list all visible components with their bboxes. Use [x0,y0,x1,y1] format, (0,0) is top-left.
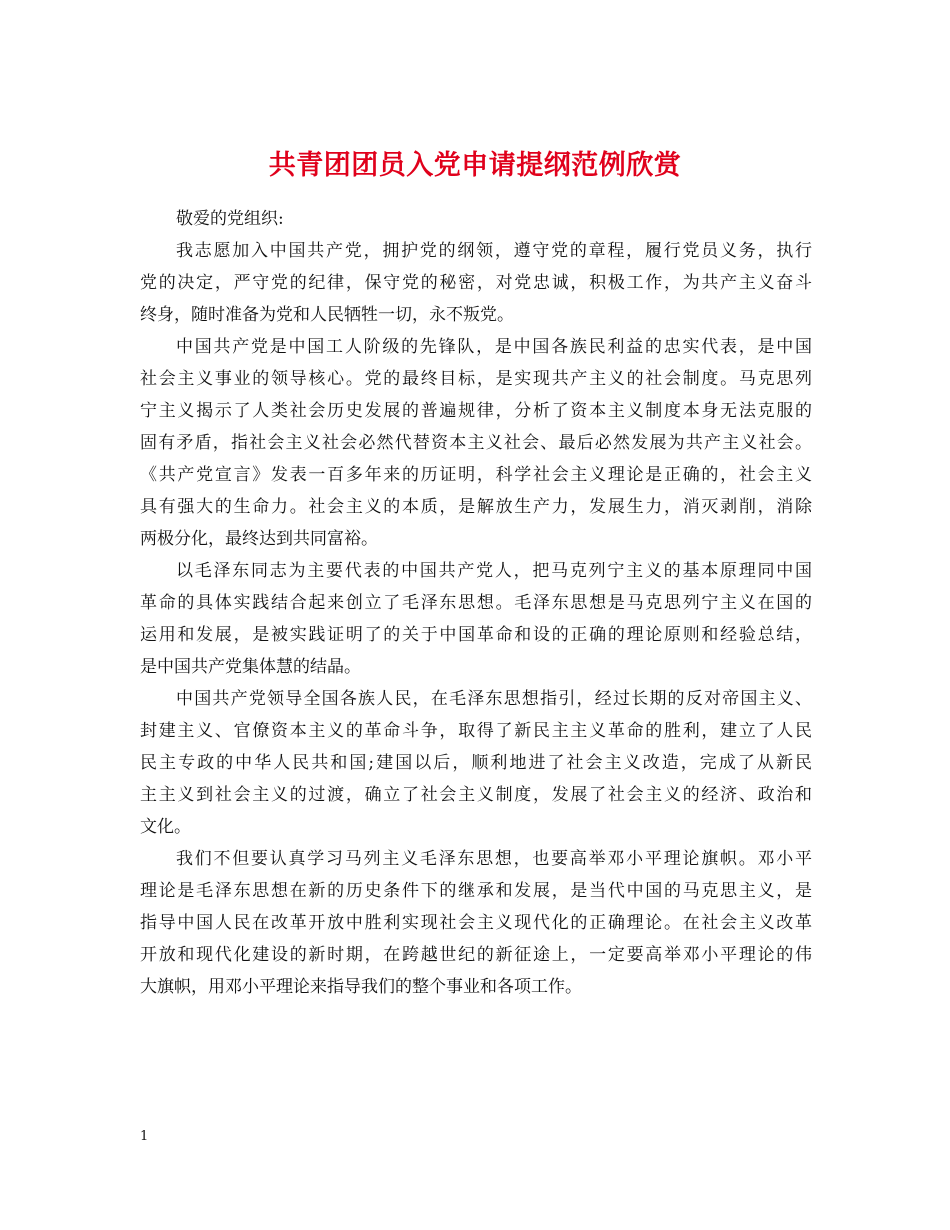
paragraph-line: 指导中国人民在改革开放中胜利实现社会主义现代化的正确理论。在社会主义改革 [140,913,812,933]
paragraph-line: 文化。 [140,817,191,837]
paragraph-line: 主主义到社会主义的过渡，确立了社会主义制度，发展了社会主义的经济、政治和 [140,785,812,805]
paragraph-line: 运用和发展，是被实践证明了的关于中国革命和设的正确的理论原则和经验总结， [140,625,812,645]
paragraph-line: 封建主义、官僚资本主义的革命斗争，取得了新民主主义革命的胜利，建立了人民 [140,721,812,741]
paragraph-line: 《共产党宣言》发表一百多年来的历证明，科学社会主义理论是正确的，社会主义 [140,465,812,485]
paragraph-line: 我志愿加入中国共产党，拥护党的纲领，遵守党的章程，履行党员义务，执行 [176,241,812,261]
paragraph [140,331,812,555]
paragraph-line: 理论是毛泽东思想在新的历史条件下的继承和发展，是当代中国的马克思主义，是 [140,881,812,901]
paragraph [140,235,812,331]
document-body [140,203,812,1003]
paragraph-line: 党的决定，严守党的纪律，保守党的秘密，对党忠诚，积极工作，为共产主义奋斗 [140,273,812,293]
greeting: 敬爱的党组织: [176,209,284,229]
paragraph-line: 中国共产党领导全国各族人民，在毛泽东思想指引，经过长期的反对帝国主义、 [176,689,812,709]
paragraph [140,683,812,843]
paragraph-line: 以毛泽东同志为主要代表的中国共产党人，把马克列宁主义的基本原理同中国 [176,561,812,581]
page-number: 1 [140,1129,149,1144]
paragraph-line: 是中国共产党集体慧的结晶。 [140,657,361,677]
paragraph-line: 我们不但要认真学习马列主义毛泽东思想，也要高举邓小平理论旗帜。邓小平 [176,849,812,869]
paragraph-list [140,235,812,1003]
paragraph-line: 开放和现代化建设的新时期，在跨越世纪的新征途上，一定要高举邓小平理论的伟 [140,945,812,965]
paragraph-line: 中国共产党是中国工人阶级的先锋队，是中国各族民利益的忠实代表，是中国 [176,337,812,357]
paragraph-line: 革命的具体实践结合起来创立了毛泽东思想。毛泽东思想是马克思列宁主义在国的 [140,593,812,613]
paragraph-line: 具有强大的生命力。社会主义的本质，是解放生产力，发展生力，消灭剥削，消除 [140,497,812,517]
paragraph-line: 固有矛盾，指社会主义社会必然代替资本主义社会、最后必然发展为共产主义社会。 [140,433,812,453]
paragraph-line: 两极分化，最终达到共同富裕。 [140,529,378,549]
paragraph-line: 民主专政的中华人民共和国;建国以后，顺利地进了社会主义改造，完成了从新民 [140,753,812,773]
paragraph [140,555,812,683]
paragraph-line: 社会主义事业的领导核心。党的最终目标，是实现共产主义的社会制度。马克思列 [140,369,812,389]
document-title: 共青团团员入党申请提纲范例欣赏 [268,150,682,182]
paragraph-line: 大旗帜，用邓小平理论来指导我们的整个事业和各项工作。 [140,977,582,997]
paragraph-line: 宁主义揭示了人类社会历史发展的普遍规律，分析了资本主义制度本身无法克服的 [140,401,812,421]
paragraph-line: 终身，随时准备为党和人民牺牲一切，永不叛党。 [140,305,514,325]
paragraph [140,843,812,1003]
